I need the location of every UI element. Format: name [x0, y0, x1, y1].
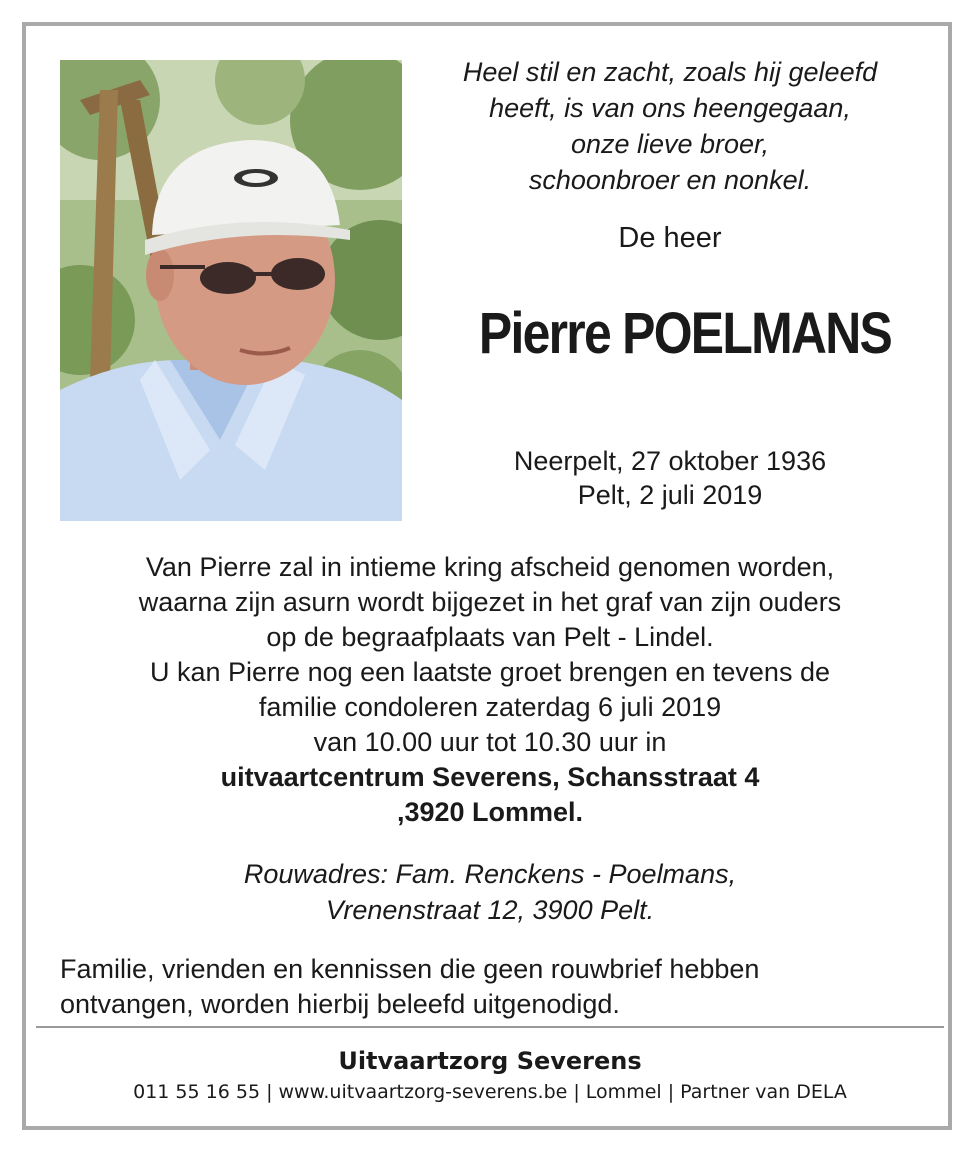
address-line: Rouwadres: Fam. Renckens - Poelmans,: [243, 859, 737, 889]
poem-line: onze lieve broer,: [570, 129, 770, 159]
ceremony-details: [40, 550, 940, 830]
ceremony-location: ,3920 Lommel.: [396, 797, 584, 827]
ceremony-line: familie condoleren zaterdag 6 juli 2019: [258, 692, 722, 722]
ceremony-location: uitvaartcentrum Severens, Schansstraat 4: [220, 762, 760, 792]
footer-divider: [36, 1026, 944, 1028]
address-line: Vrenenstraat 12, 3900 Pelt.: [325, 895, 655, 925]
funeral-company-contact: 011 55 16 55 | www.uitvaartzorg-severens.be | Lommel | Partner van DELA: [133, 1081, 847, 1103]
portrait-photo: [60, 60, 402, 521]
invitation-text: [60, 952, 940, 1022]
life-dates: [410, 444, 930, 512]
poem-line: schoonbroer en nonkel.: [528, 165, 812, 195]
death-line: Pelt, 2 juli 2019: [577, 480, 763, 510]
ceremony-line: U kan Pierre nog een laatste groet brengen en tevens de: [150, 657, 830, 687]
ceremony-line: waarna zijn asurn wordt bijgezet in het graf van zijn ouders: [138, 587, 842, 617]
poem-line: heeft, is van ons heengegaan,: [489, 93, 851, 123]
funeral-company-name: Uitvaartzorg Severens: [338, 1047, 642, 1075]
birth-line: Neerpelt, 27 oktober 1936: [513, 446, 827, 476]
ceremony-line: van 10.00 uur tot 10.30 uur in: [313, 727, 667, 757]
salutation: De heer: [618, 222, 722, 254]
invitation-line: ontvangen, worden hierbij beleefd uitgenodigd.: [60, 989, 620, 1019]
ceremony-line: Van Pierre zal in intieme kring afscheid genomen worden,: [145, 552, 835, 582]
ceremony-line: op de begraafplaats van Pelt - Lindel.: [266, 622, 714, 652]
poem-verse: [410, 54, 930, 198]
deceased-name: Pierre POELMANS: [478, 301, 892, 366]
invitation-line: Familie, vrienden en kennissen die geen rouwbrief hebben: [60, 954, 760, 984]
mourning-address: [40, 856, 940, 928]
poem-line: Heel stil en zacht, zoals hij geleefd: [462, 57, 878, 87]
